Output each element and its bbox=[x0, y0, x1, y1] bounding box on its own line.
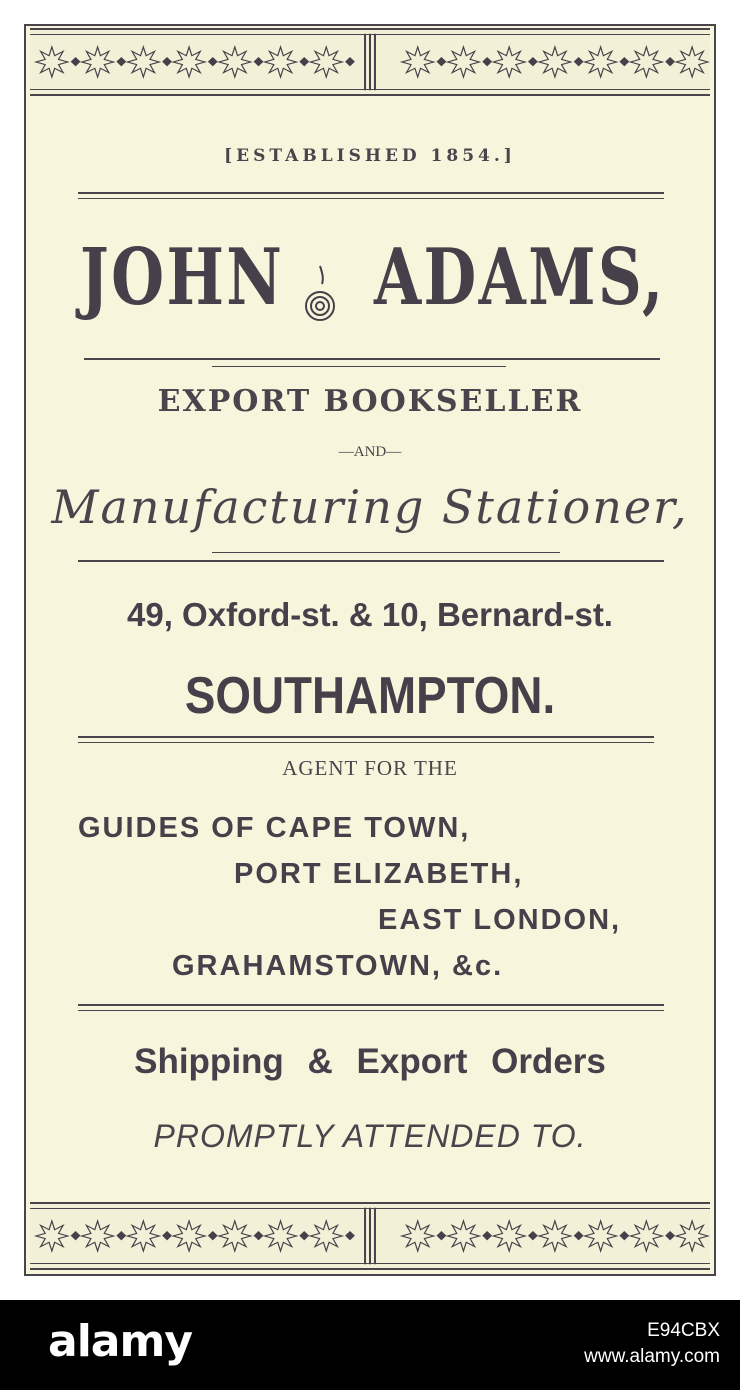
border-diamond bbox=[71, 57, 81, 66]
border-star bbox=[402, 1221, 434, 1251]
agent-for-the: AGENT FOR THE bbox=[282, 756, 458, 780]
guide-line-port-elizabeth: PORT ELIZABETH, bbox=[234, 858, 524, 890]
alamy-logo: alamy bbox=[48, 1316, 192, 1367]
border-star bbox=[448, 1221, 480, 1251]
border-diamond bbox=[528, 1231, 538, 1240]
advertisement-page bbox=[24, 24, 716, 1276]
border-star bbox=[82, 47, 114, 77]
border-star bbox=[36, 1221, 68, 1251]
rule-under-name-short bbox=[212, 366, 506, 367]
rule-top-2 bbox=[78, 198, 664, 199]
rule-above-agent-1 bbox=[78, 736, 654, 738]
border-diamond bbox=[574, 1231, 584, 1240]
rule-under-name bbox=[84, 358, 660, 360]
border-center-bar bbox=[374, 34, 376, 90]
guide-line-east-london: EAST LONDON, bbox=[378, 904, 622, 936]
border-center-bar bbox=[364, 34, 366, 90]
guide-line-cape-town: GUIDES OF CAPE TOWN, bbox=[78, 812, 471, 844]
bottom-star-pattern bbox=[30, 1204, 710, 1268]
border-diamond bbox=[208, 1231, 218, 1240]
border-center-bar bbox=[364, 1208, 366, 1264]
border-diamond bbox=[619, 57, 629, 66]
rule-above-agent-2 bbox=[78, 742, 654, 743]
border-star bbox=[630, 47, 662, 77]
rule-top-1 bbox=[78, 192, 664, 194]
border-star bbox=[173, 47, 205, 77]
border-diamond bbox=[116, 57, 126, 66]
border-star bbox=[82, 1221, 114, 1251]
border-star bbox=[219, 47, 251, 77]
border-diamond bbox=[574, 57, 584, 66]
shipping-export-orders: Shipping & Export Orders bbox=[134, 1042, 606, 1081]
border-star bbox=[265, 1221, 297, 1251]
border-star bbox=[448, 47, 480, 77]
street-address: 49, Oxford-st. & 10, Bernard-st. bbox=[127, 596, 613, 633]
border-diamond bbox=[345, 1231, 355, 1240]
rule-above-shipping-2 bbox=[78, 1010, 664, 1011]
border-diamond bbox=[437, 1231, 447, 1240]
watermark-footer bbox=[0, 1300, 740, 1390]
border-diamond bbox=[482, 1231, 492, 1240]
border-diamond bbox=[71, 1231, 81, 1240]
border-diamond bbox=[208, 57, 218, 66]
border-star bbox=[265, 47, 297, 77]
border-center-bar bbox=[369, 34, 371, 90]
border-star bbox=[539, 47, 571, 77]
border-star bbox=[219, 1221, 251, 1251]
spiral-ornament bbox=[300, 262, 340, 326]
border-diamond bbox=[345, 57, 355, 66]
border-star bbox=[630, 1221, 662, 1251]
border-diamond bbox=[665, 1231, 675, 1240]
guide-line-grahamstown: GRAHAMSTOWN, &c. bbox=[172, 950, 504, 982]
border-star bbox=[493, 1221, 525, 1251]
export-bookseller: EXPORT BOOKSELLER bbox=[157, 384, 583, 419]
border-diamond bbox=[162, 1231, 172, 1240]
border-star bbox=[585, 1221, 617, 1251]
border-star bbox=[676, 47, 708, 77]
border-diamond bbox=[437, 57, 447, 66]
rule-under-stationer-short bbox=[212, 552, 560, 553]
top-star-pattern bbox=[30, 30, 710, 94]
promptly-attended: PROMPTLY ATTENDED TO. bbox=[153, 1118, 587, 1154]
rule-under-stationer bbox=[78, 560, 664, 562]
border-center-bar bbox=[374, 1208, 376, 1264]
rule-above-shipping-1 bbox=[78, 1004, 664, 1006]
border-diamond bbox=[299, 57, 309, 66]
bottom-ornamental-border bbox=[30, 1202, 710, 1270]
and-separator: —AND— bbox=[338, 444, 402, 460]
border-star bbox=[127, 47, 159, 77]
name-john: JOHN bbox=[80, 232, 285, 323]
top-ornamental-border bbox=[30, 28, 710, 96]
border-diamond bbox=[162, 57, 172, 66]
border-star bbox=[310, 47, 342, 77]
border-star bbox=[539, 1221, 571, 1251]
border-star bbox=[310, 1221, 342, 1251]
name-adams: ADAMS, bbox=[374, 232, 666, 323]
border-star bbox=[402, 47, 434, 77]
border-diamond bbox=[299, 1231, 309, 1240]
border-center-bar bbox=[369, 1208, 371, 1264]
border-diamond bbox=[254, 1231, 264, 1240]
border-diamond bbox=[619, 1231, 629, 1240]
border-star bbox=[493, 47, 525, 77]
border-diamond bbox=[528, 57, 538, 66]
site-url: www.alamy.com bbox=[584, 1346, 720, 1367]
border-star bbox=[36, 47, 68, 77]
border-star bbox=[585, 47, 617, 77]
city-southampton: SOUTHAMPTON. bbox=[184, 667, 556, 725]
image-code: E94CBX bbox=[647, 1320, 720, 1341]
border-diamond bbox=[116, 1231, 126, 1240]
border-star bbox=[127, 1221, 159, 1251]
border-diamond bbox=[254, 57, 264, 66]
border-star bbox=[676, 1221, 708, 1251]
border-diamond bbox=[665, 57, 675, 66]
border-diamond bbox=[482, 57, 492, 66]
border-star bbox=[173, 1221, 205, 1251]
established-line: [ESTABLISHED 1854.] bbox=[224, 146, 516, 166]
manufacturing-stationer: Manufacturing Stationer, bbox=[51, 480, 689, 534]
